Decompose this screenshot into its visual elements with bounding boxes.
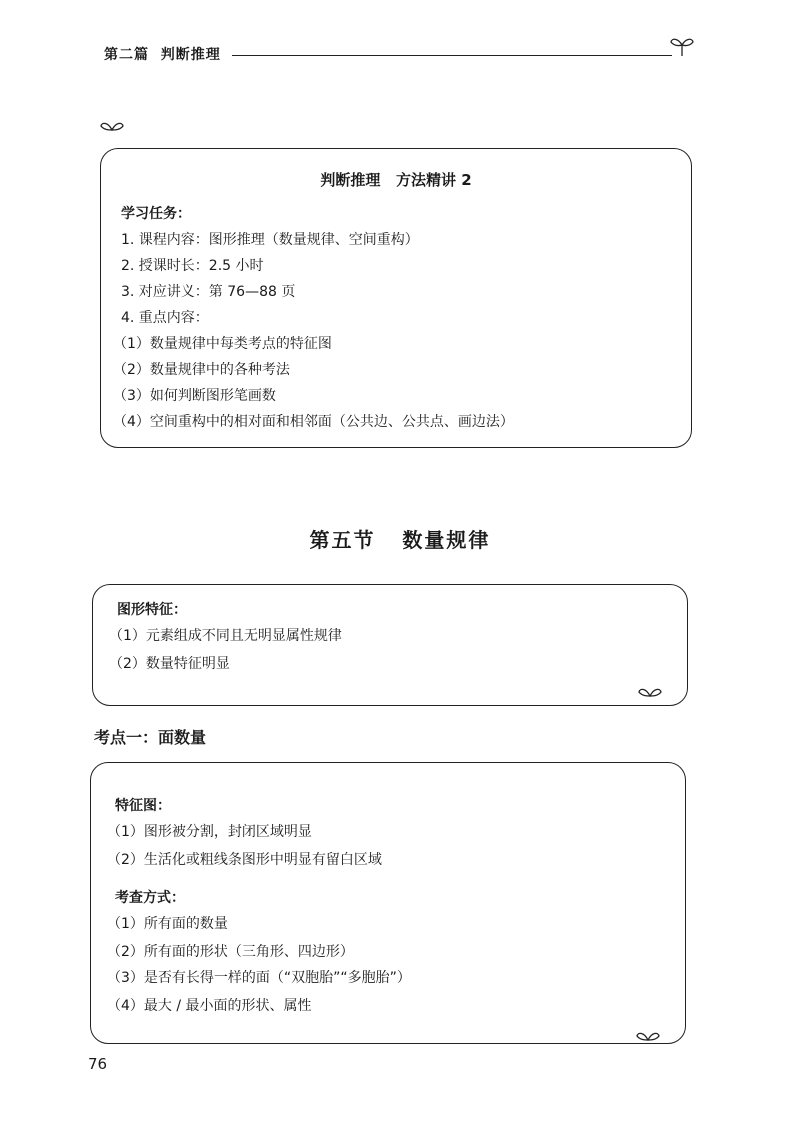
page-number: 76 <box>88 1055 108 1073</box>
box-title: 判断推理 方法精讲 2 <box>320 171 472 189</box>
header-rule <box>232 55 672 56</box>
features-label: 图形特征： <box>117 602 187 618</box>
task-line: 3. 对应讲义：第 76—88 页 <box>121 284 296 300</box>
sprout-icon <box>668 32 696 60</box>
test-method-line: （4）最大 / 最小面的形状、属性 <box>107 998 312 1014</box>
test-point-box <box>90 762 686 1044</box>
feature-line: （1）元素组成不同且无明显属性规律 <box>109 628 342 644</box>
header-title: 第二篇 判断推理 <box>104 47 221 63</box>
figure-features-box <box>92 584 688 706</box>
test-method-line: （3）是否有长得一样的面（“双胞胎”“多胞胎”） <box>107 970 411 986</box>
sprout-icon <box>636 686 664 704</box>
feature-figure-label: 特征图： <box>115 798 171 814</box>
sprout-icon <box>98 116 126 138</box>
feature-figure-line: （1）图形被分割，封闭区域明显 <box>107 824 312 840</box>
task-line: 2. 授课时长：2.5 小时 <box>121 258 264 274</box>
task-line: 4. 重点内容： <box>121 310 209 326</box>
test-method-line: （1）所有面的数量 <box>107 916 228 932</box>
section-title: 第五节 数量规律 <box>309 528 491 552</box>
feature-line: （2）数量特征明显 <box>109 656 230 672</box>
study-task-box <box>100 148 692 448</box>
task-line: （1）数量规律中每类考点的特征图 <box>113 336 332 352</box>
task-line: 1. 课程内容：图形推理（数量规律、空间重构） <box>121 232 419 248</box>
test-method-label: 考查方式： <box>115 890 185 906</box>
task-line: （2）数量规律中的各种考法 <box>113 362 290 378</box>
test-method-line: （2）所有面的形状（三角形、四边形） <box>107 944 354 960</box>
subsection-title: 考点一：面数量 <box>94 728 207 747</box>
feature-figure-line: （2）生活化或粗线条图形中明显有留白区域 <box>107 852 382 868</box>
task-line: （3）如何判断图形笔画数 <box>113 388 276 404</box>
task-line: （4）空间重构中的相对面和相邻面（公共边、公共点、画边法） <box>113 414 514 430</box>
sprout-icon <box>634 1030 662 1048</box>
study-task-label: 学习任务： <box>121 206 191 222</box>
